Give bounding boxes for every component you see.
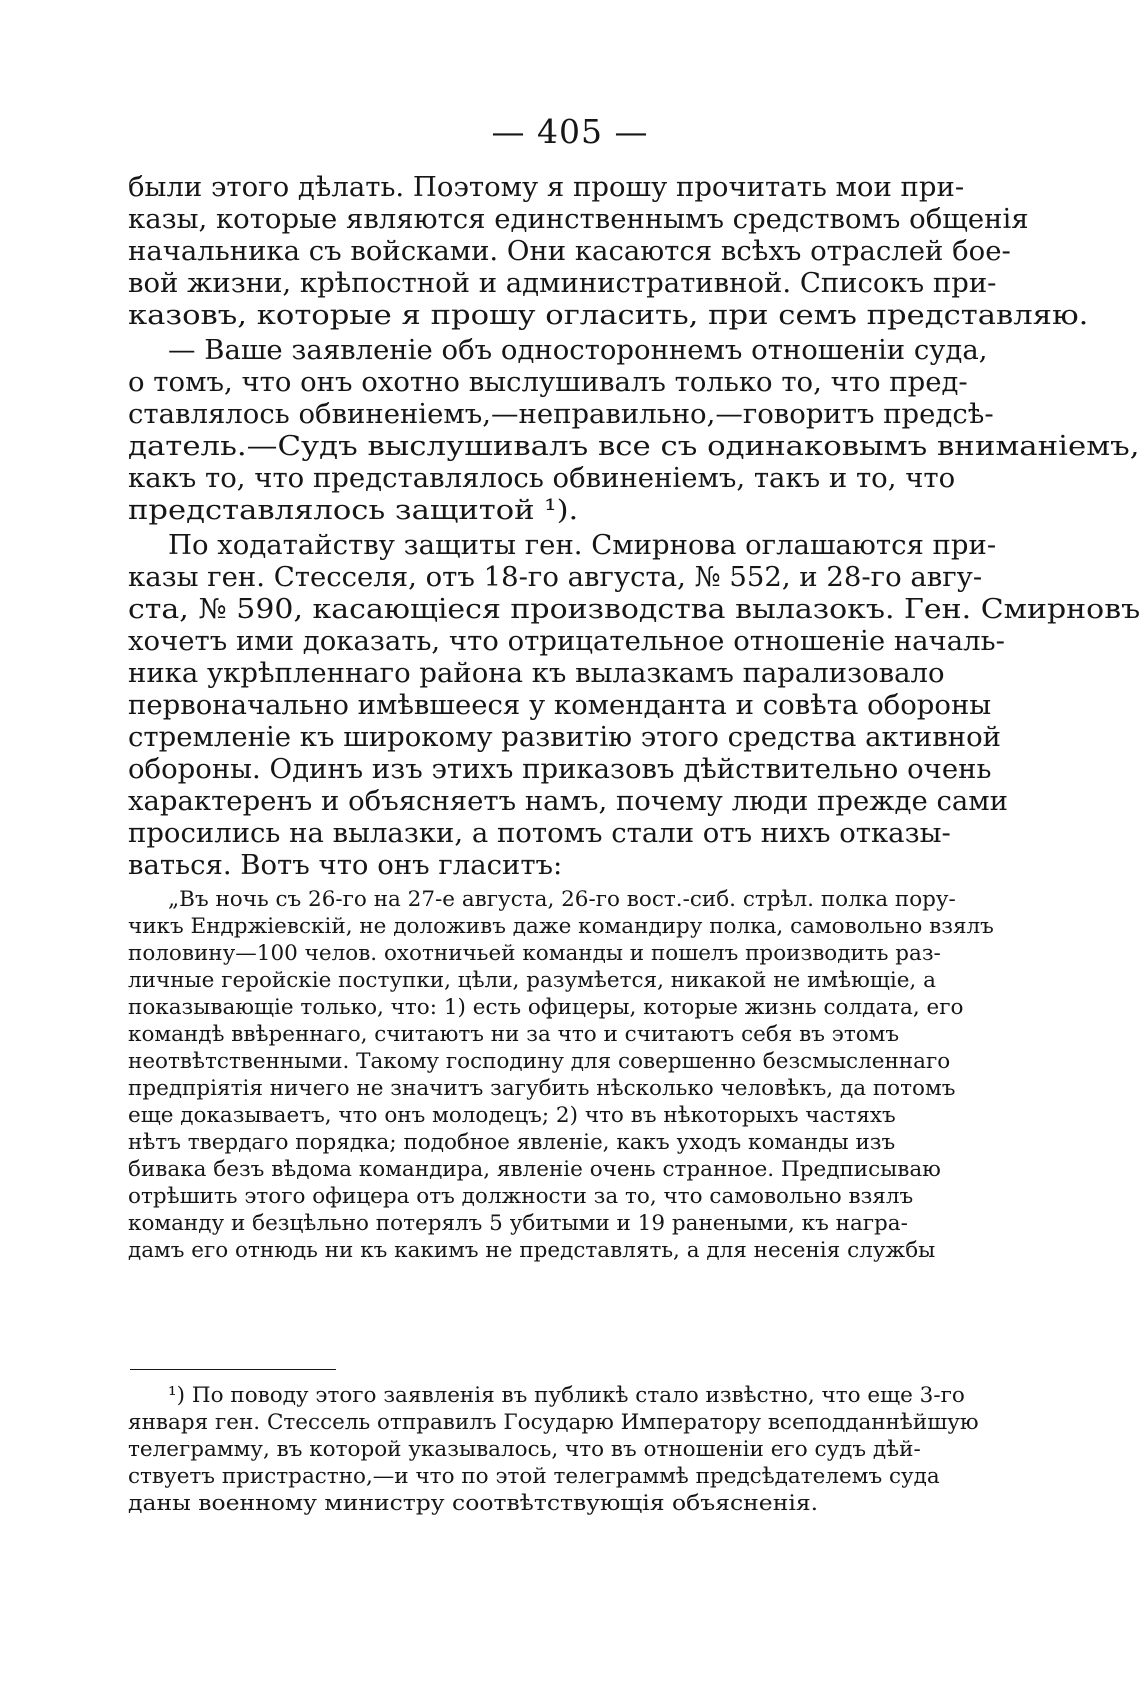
footnote-line: января ген. Стессель отправилъ Государю Императору всеподданнѣйшую (128, 1410, 979, 1435)
quote-line: предпріятія ничего не значитъ загубить нѣсколько человѣкъ, да потомъ (128, 1076, 956, 1101)
quote-line: чикъ Ендржіевскій, не доложивъ даже командиру полка, самовольно взялъ (128, 914, 994, 939)
footnote-separator (130, 1369, 336, 1370)
quote-line: отрѣшить этого офицера отъ должности за то, что самовольно взялъ (128, 1184, 914, 1209)
quote-line: личные геройскіе поступки, цѣли, разумѣется, никакой не имѣющіе, а (128, 968, 936, 993)
body-line: датель.—Судъ выслушивалъ все съ одинаковымъ вниманіемъ, (128, 430, 1140, 462)
quote-line: нѣтъ твердаго порядка; подобное явленіе, какъ уходъ команды изъ (128, 1130, 896, 1155)
body-line: первоначально имѣвшееся у коменданта и совѣта обороны (128, 689, 992, 721)
quote-line: „Въ ночь съ 26-го на 27-е августа, 26-го вост.-сиб. стрѣл. полка пору- (168, 887, 956, 912)
body-line: вой жизни, крѣпостной и административной. Списокъ при- (128, 267, 997, 299)
quote-line: бивака безъ вѣдома командира, явленіе очень странное. Предписываю (128, 1157, 941, 1182)
quote-line: еще доказываетъ, что онъ молодецъ; 2) что въ нѣкоторыхъ частяхъ (128, 1103, 896, 1128)
body-line: хочетъ ими доказать, что отрицательное отношеніе началь- (128, 625, 1005, 657)
body-line: ваться. Вотъ что онъ гласитъ: (128, 849, 563, 881)
body-line: ставлялось обвиненіемъ,—неправильно,—говоритъ предсѣ- (128, 398, 994, 430)
quote-line: неотвѣтственными. Такому господину для совершенно безсмысленнаго (128, 1049, 951, 1074)
body-line: казы ген. Стесселя, отъ 18-го августа, № 552, и 28-го авгу- (128, 561, 983, 593)
body-line: казовъ, которые я прошу огласить, при семъ представляю. (128, 299, 1089, 331)
quote-line: дамъ его отнюдь ни къ какимъ не представлять, а для несенія службы (128, 1238, 936, 1263)
body-line: были этого дѣлать. Поэтому я прошу прочитать мои при- (128, 171, 965, 203)
page-number: — 405 — (491, 112, 649, 151)
body-line: ста, № 590, касающіеся производства вылазокъ. Ген. Смирновъ (128, 593, 1140, 625)
quote-line: показывающіе только, что: 1) есть офицеры, которые жизнь солдата, его (128, 995, 964, 1020)
footnote-line: даны военному министру соотвѣтствующія объясненія. (128, 1491, 819, 1516)
body-line: какъ то, что представлялось обвиненіемъ, такъ и то, что (128, 462, 956, 494)
body-line: казы, которые являются единственнымъ средствомъ общенія (128, 203, 1029, 235)
body-line: обороны. Одинъ изъ этихъ приказовъ дѣйствительно очень (128, 753, 992, 785)
body-line: — Ваше заявленіе объ одностороннемъ отношеніи суда, (168, 334, 988, 366)
footnote-line: телеграмму, въ которой указывалось, что въ отношеніи его судъ дѣй- (128, 1437, 921, 1462)
body-line: ника укрѣпленнаго района къ вылазкамъ парализовало (128, 657, 945, 689)
body-line: характеренъ и объясняетъ намъ, почему люди прежде сами (128, 785, 1008, 817)
footnote-line: ¹) По поводу этого заявленія въ публикѣ стало извѣстно, что еще 3-го (168, 1383, 965, 1408)
quote-line: командѣ ввѣреннаго, считаютъ ни за что и считаютъ себя въ этомъ (128, 1022, 900, 1047)
body-line: представлялось защитой ¹). (128, 494, 579, 526)
body-line: просились на вылазки, а потомъ стали отъ нихъ отказы- (128, 817, 951, 849)
quote-line: команду и безцѣльно потерялъ 5 убитыми и 19 ранеными, къ награ- (128, 1211, 908, 1236)
body-line: начальника съ войсками. Они касаются всѣхъ отраслей бое- (128, 235, 1011, 267)
body-line: По ходатайству защиты ген. Смирнова оглашаются при- (168, 529, 997, 561)
body-line: стремленіе къ широкому развитію этого средства активной (128, 721, 1001, 753)
footnote-line: ствуетъ пристрастно,—и что по этой телеграммѣ предсѣдателемъ суда (128, 1464, 940, 1489)
body-line: о томъ, что онъ охотно выслушивалъ только то, что пред- (128, 366, 968, 398)
quote-line: половину—100 челов. охотничьей команды и пошелъ производить раз- (128, 941, 941, 966)
